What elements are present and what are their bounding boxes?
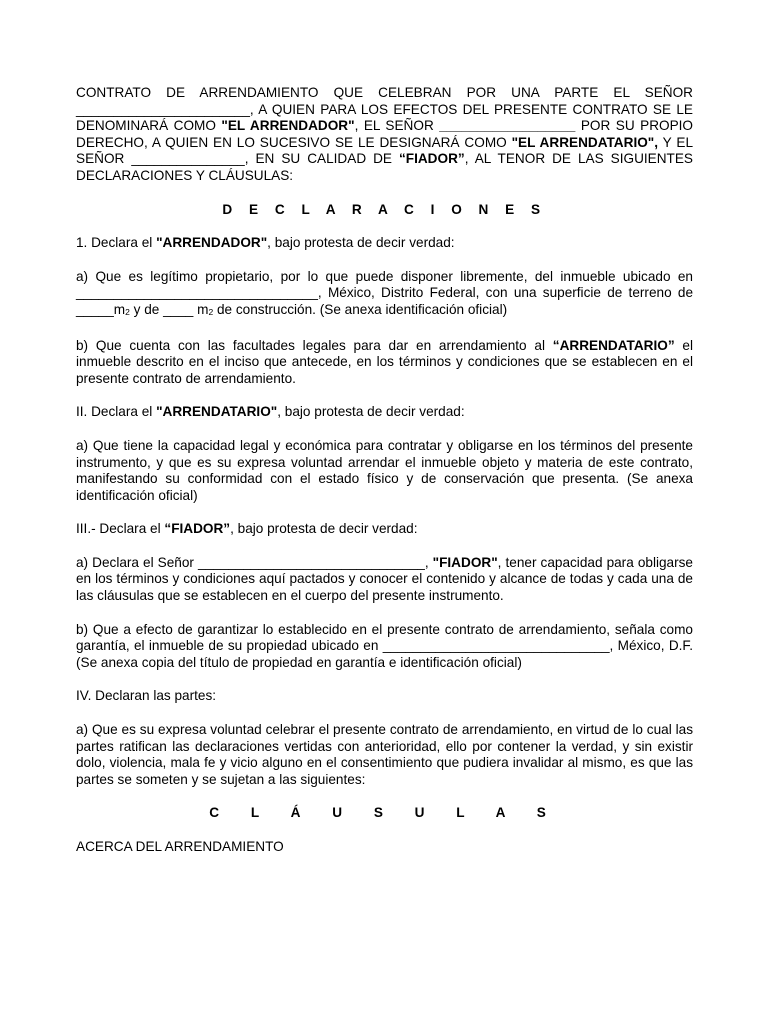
intro-arrendatario: "EL ARRENDATARIO", xyxy=(511,134,659,150)
intro-text-2: , EL SEÑOR xyxy=(354,118,440,134)
section-4-item-a: a) Que es su expresa voluntad celebrar el presente contrato de arrendamiento, en virtud de lo cual las partes ratifican las declaraciones vertidas con anterioridad, ello por contener la verdad, y sin existir dolo, violencia, mala fe y vicio alguno en el consentimiento que pudiera invalidar al mismo, es que las partes se someten y se sujetan a las siguientes: xyxy=(76,722,693,787)
section-1-item-a: a) Que es legítimo propietario, por lo que puede disponer libremente, del inmueble ubicado en ________________________________, México, Distrito Federal, con una superficie de terreno de $\_\_\_\_\_m_2$ y de ____ $m_2$ de construcción. (Se anexa identificación oficial) xyxy=(76,268,693,317)
intro-text-1: CONTRATO DE ARRENDAMIENTO QUE CELEBRAN POR UNA PARTE EL SEÑOR _______________________, A QUIEN PARA LOS EFECTOS DEL PRESENTE CONTRATO SE LE DENOMINARÁ COMO xyxy=(76,85,693,134)
intro-text-4: Y EL SEÑOR _______________, EN SU CALIDAD DE xyxy=(76,134,694,167)
section-3-item-a: a) Declara el Señor ______________________________, "FIADOR", tener capacidad para obligarse en los términos y condiciones aquí pactados y conocer el contenido y alcance de todas y cada una de las cláusulas que se establecen en el cuerpo del presente instrumento. xyxy=(76,554,693,604)
intro-text-3: POR SU PROPIO DERECHO, A QUIEN EN LO SUCESIVO SE LE DESIGNARÁ COMO xyxy=(76,118,693,150)
section-2-item-a: a) Que tiene la capacidad legal y económica para contratar y obligarse en los términos del presente instrumento, y que es su expresa voluntad arrendar el inmueble objeto y materia de este contrato, manifestando su conformidad con el estado físico y de conservación que presenta. (Se anexa identificación oficial) xyxy=(76,437,693,503)
intro-fiador: “FIADOR” xyxy=(398,151,465,167)
intro-text-5: , AL TENOR DE LAS SIGUIENTES DECLARACIONES Y CLÁUSULAS: xyxy=(76,151,693,183)
document-body xyxy=(76,85,693,873)
declaraciones-heading: D E C L A R A C I O N E S xyxy=(222,201,547,217)
intro-paragraph xyxy=(76,85,693,185)
section-3-heading: III.- Declara el “FIADOR”, bajo protesta de decir verdad: xyxy=(76,521,418,537)
intro-blank: __________________ xyxy=(439,118,576,134)
section-1-heading: 1. Declara el "ARRENDADOR", bajo protesta de decir verdad: xyxy=(76,235,455,251)
section-2-heading: II. Declara el "ARRENDATARIO", bajo protesta de decir verdad: xyxy=(76,404,465,420)
section-1-item-b: b) Que cuenta con las facultades legales para dar en arrendamiento al “ARRENDATARIO” el inmueble descrito en el inciso que antecede, en los términos y condiciones que se establecen en el presente contrato de arrendamiento. xyxy=(76,337,694,386)
section-3-item-b: b) Que a efecto de garantizar lo establecido en el presente contrato de arrendamiento, señala como garantía, el inmueble de su propiedad ubicado en ______________________________, México, D.F. (Se anexa copia del título de propiedad en garantía e identificación oficial) xyxy=(76,621,693,670)
acerca-heading: ACERCA DEL ARRENDAMIENTO xyxy=(76,839,284,854)
section-4-heading: IV. Declaran las partes: xyxy=(76,688,217,704)
clausulas-heading: C L Á U S U L A S xyxy=(209,805,560,821)
intro-arrendador: "EL ARRENDADOR" xyxy=(221,118,355,134)
